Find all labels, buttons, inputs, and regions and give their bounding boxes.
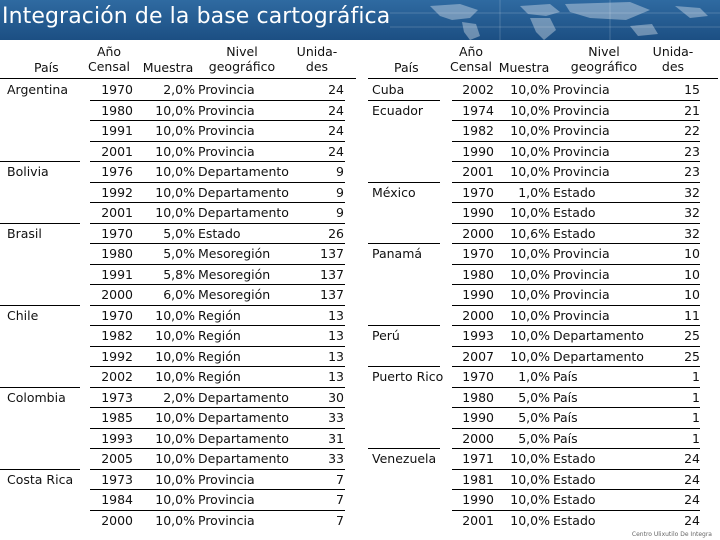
table-row (368, 347, 718, 368)
table-row (0, 388, 356, 409)
cell-nivel: Estado (553, 512, 596, 528)
cell-country: Puerto Rico (372, 369, 444, 384)
header-unidades: Unida- des (652, 44, 694, 74)
cell-unidades: 32 (684, 184, 700, 200)
cell-year: 1973 (101, 389, 133, 405)
cell-nivel: Estado (198, 225, 241, 241)
cell-unidades: 13 (328, 369, 344, 384)
cell-year: 2000 (101, 512, 133, 528)
cell-unidades: 24 (684, 492, 700, 507)
cell-muestra: 5,8% (163, 266, 195, 282)
cell-country: Colombia (7, 389, 66, 405)
cell-nivel: Provincia (553, 102, 610, 118)
left-table-header (0, 40, 356, 78)
cell-year: 1980 (462, 266, 494, 282)
cell-year: 2000 (101, 287, 133, 302)
cell-muestra: 10,0% (510, 143, 550, 159)
cell-nivel: Departamento (553, 348, 644, 364)
cell-muestra: 10,0% (155, 348, 195, 364)
right-table (368, 40, 718, 528)
cell-unidades: 23 (684, 143, 700, 159)
table-row (368, 285, 718, 306)
table-row (0, 80, 356, 101)
cell-unidades: 21 (684, 102, 700, 118)
cell-nivel: País (553, 430, 578, 446)
table-row (0, 470, 356, 491)
cell-unidades: 7 (336, 471, 344, 487)
cell-nivel: Provincia (553, 287, 610, 302)
cell-year: 1974 (462, 102, 494, 118)
table-row (368, 162, 718, 183)
cell-unidades: 24 (328, 102, 344, 118)
cell-muestra: 10,0% (155, 369, 195, 384)
cell-muestra: 10,0% (510, 307, 550, 323)
footer-logo: Centro Ulixutilo De Integra (631, 531, 712, 538)
cell-nivel: Estado (553, 225, 596, 241)
cell-unidades: 24 (328, 143, 344, 159)
cell-muestra: 10,0% (510, 451, 550, 466)
cell-year: 1970 (101, 307, 133, 323)
cell-year: 1982 (462, 123, 494, 138)
cell-year: 1991 (101, 266, 133, 282)
table-row (0, 347, 356, 368)
header-nivel-geografico: Nivel geográfico (570, 44, 638, 74)
cell-year: 1990 (462, 205, 494, 220)
table-row (368, 121, 718, 142)
cell-year: 1992 (101, 348, 133, 364)
cell-muestra: 10,0% (155, 492, 195, 507)
cell-country: México (372, 184, 416, 200)
cell-unidades: 26 (328, 225, 344, 241)
cell-year: 1985 (101, 410, 133, 425)
cell-unidades: 1 (692, 389, 700, 405)
cell-muestra: 10,0% (510, 82, 550, 97)
cell-year: 1984 (101, 492, 133, 507)
table-row (0, 511, 356, 532)
table-row (0, 224, 356, 245)
header-muestra: Muestra (498, 60, 550, 75)
cell-nivel: Provincia (553, 143, 610, 159)
cell-unidades: 32 (684, 225, 700, 241)
cell-muestra: 10,0% (155, 164, 195, 179)
cell-unidades: 32 (684, 205, 700, 220)
table-row (368, 429, 718, 450)
table-row (368, 388, 718, 409)
header-divider (368, 78, 718, 79)
cell-year: 1981 (462, 471, 494, 487)
table-row (0, 142, 356, 163)
cell-year: 2001 (101, 143, 133, 159)
table-row (0, 183, 356, 204)
cell-nivel: Mesoregión (198, 266, 271, 282)
cell-muestra: 10,6% (510, 225, 550, 241)
cell-year: 2005 (101, 451, 133, 466)
cell-unidades: 10 (684, 287, 700, 302)
cell-year: 1970 (462, 184, 494, 200)
table-row (0, 244, 356, 265)
header-unidades: Unida- des (296, 44, 338, 74)
cell-muestra: 10,0% (510, 471, 550, 487)
cell-nivel: Provincia (553, 164, 610, 179)
cell-unidades: 1 (692, 369, 700, 384)
table-row (368, 142, 718, 163)
cell-year: 2000 (462, 307, 494, 323)
cell-unidades: 23 (684, 164, 700, 179)
cell-muestra: 10,0% (155, 471, 195, 487)
cell-unidades: 30 (328, 389, 344, 405)
header-divider (0, 78, 356, 79)
table-row (368, 306, 718, 327)
cell-year: 2000 (462, 225, 494, 241)
cell-nivel: País (553, 410, 578, 425)
cell-unidades: 1 (692, 430, 700, 446)
cell-muestra: 10,0% (155, 451, 195, 466)
cell-nivel: Estado (553, 205, 596, 220)
cell-unidades: 11 (684, 307, 700, 323)
cell-unidades: 25 (684, 348, 700, 364)
cell-nivel: Provincia (198, 143, 255, 159)
cell-country: Cuba (372, 82, 405, 97)
table-row (368, 408, 718, 429)
table-row (368, 449, 718, 470)
cell-muestra: 5,0% (518, 430, 550, 446)
cell-year: 2001 (101, 205, 133, 220)
cell-year: 1990 (462, 287, 494, 302)
cell-year: 1990 (462, 410, 494, 425)
cell-nivel: Región (198, 348, 241, 364)
cell-country: Argentina (7, 82, 68, 97)
cell-muestra: 10,0% (155, 307, 195, 323)
cell-muestra: 10,0% (155, 102, 195, 118)
cell-muestra: 1,0% (518, 184, 550, 200)
cell-nivel: Departamento (198, 451, 289, 466)
cell-year: 1990 (462, 492, 494, 507)
table-row (368, 511, 718, 532)
cell-muestra: 5,0% (163, 246, 195, 261)
table-row (0, 326, 356, 347)
cell-muestra: 10,0% (155, 512, 195, 528)
cell-nivel: Provincia (553, 123, 610, 138)
cell-unidades: 137 (320, 266, 344, 282)
cell-unidades: 24 (328, 123, 344, 138)
cell-year: 1992 (101, 184, 133, 200)
cell-nivel: Provincia (198, 82, 255, 97)
cell-nivel: Provincia (198, 492, 255, 507)
cell-year: 1973 (101, 471, 133, 487)
cell-nivel: Departamento (198, 410, 289, 425)
table-row (0, 162, 356, 183)
cell-year: 1970 (462, 369, 494, 384)
cell-muestra: 10,0% (510, 164, 550, 179)
cell-muestra: 6,0% (163, 287, 195, 302)
cell-year: 2000 (462, 430, 494, 446)
cell-country: Bolivia (7, 164, 49, 179)
table-row (0, 367, 356, 388)
cell-country: Ecuador (372, 102, 424, 118)
table-row (368, 183, 718, 204)
cell-nivel: Estado (553, 471, 596, 487)
cell-nivel: Región (198, 369, 241, 384)
table-row (0, 101, 356, 122)
table-row (0, 408, 356, 429)
header-nivel-geografico: Nivel geográfico (208, 44, 276, 74)
cell-nivel: Provincia (553, 266, 610, 282)
header-anio-censal: Año Censal (88, 44, 130, 74)
table-row (0, 121, 356, 142)
table-row (0, 306, 356, 327)
cell-unidades: 9 (336, 205, 344, 220)
cell-nivel: Departamento (198, 205, 289, 220)
cell-unidades: 22 (684, 123, 700, 138)
cell-nivel: Provincia (553, 82, 610, 97)
world-map-icon (390, 0, 720, 40)
cell-muestra: 10,0% (155, 430, 195, 446)
cell-muestra: 10,0% (155, 143, 195, 159)
cell-unidades: 10 (684, 246, 700, 261)
cell-nivel: Provincia (553, 246, 610, 261)
cell-nivel: Departamento (553, 328, 644, 343)
table-row (368, 490, 718, 511)
cell-muestra: 5,0% (518, 410, 550, 425)
table-row (368, 470, 718, 491)
table-row (0, 265, 356, 286)
cell-year: 1976 (101, 164, 133, 179)
table-row (0, 429, 356, 450)
table-row (368, 265, 718, 286)
table-row (368, 326, 718, 347)
cell-unidades: 15 (684, 82, 700, 97)
cell-nivel: Estado (553, 451, 596, 466)
cell-muestra: 10,0% (510, 492, 550, 507)
cell-muestra: 1,0% (518, 369, 550, 384)
cell-muestra: 10,0% (510, 266, 550, 282)
table-row (368, 80, 718, 101)
cell-muestra: 10,0% (155, 123, 195, 138)
cell-nivel: Provincia (198, 123, 255, 138)
page-title: Integración de la base cartográfica (2, 4, 391, 29)
table-row (368, 203, 718, 224)
title-bar (0, 0, 720, 40)
cell-country: Panamá (372, 246, 423, 261)
cell-year: 1982 (101, 328, 133, 343)
left-table (0, 40, 356, 528)
header-muestra: Muestra (142, 60, 194, 75)
table-row (368, 367, 718, 388)
cell-year: 1980 (462, 389, 494, 405)
cell-unidades: 7 (336, 512, 344, 528)
cell-unidades: 13 (328, 328, 344, 343)
cell-muestra: 10,0% (510, 328, 550, 343)
cell-unidades: 24 (684, 471, 700, 487)
cell-nivel: Mesoregión (198, 287, 271, 302)
cell-muestra: 10,0% (510, 287, 550, 302)
cell-nivel: Departamento (198, 184, 289, 200)
cell-country: Chile (7, 307, 39, 323)
cell-nivel: Provincia (198, 512, 255, 528)
table-row (0, 449, 356, 470)
cell-year: 1991 (101, 123, 133, 138)
header-pais: País (394, 60, 419, 75)
table-row (0, 285, 356, 306)
cell-unidades: 13 (328, 348, 344, 364)
cell-year: 1980 (101, 102, 133, 118)
cell-year: 2001 (462, 512, 494, 528)
cell-unidades: 33 (328, 451, 344, 466)
cell-muestra: 5,0% (163, 225, 195, 241)
cell-nivel: Región (198, 328, 241, 343)
cell-unidades: 9 (336, 184, 344, 200)
table-row (0, 490, 356, 511)
cell-unidades: 137 (320, 287, 344, 302)
cell-unidades: 137 (320, 246, 344, 261)
cell-nivel: Provincia (553, 307, 610, 323)
cell-muestra: 10,0% (510, 348, 550, 364)
cell-nivel: Departamento (198, 164, 289, 179)
cell-year: 2002 (101, 369, 133, 384)
cell-muestra: 10,0% (155, 205, 195, 220)
cell-year: 2002 (462, 82, 494, 97)
cell-muestra: 10,0% (510, 512, 550, 528)
cell-muestra: 10,0% (155, 410, 195, 425)
cell-country: Brasil (7, 225, 42, 241)
cell-nivel: País (553, 389, 578, 405)
cell-muestra: 10,0% (510, 102, 550, 118)
cell-nivel: Provincia (198, 471, 255, 487)
cell-nivel: País (553, 369, 578, 384)
right-table-header (368, 40, 718, 78)
cell-muestra: 10,0% (510, 123, 550, 138)
cell-nivel: Estado (553, 492, 596, 507)
header-anio-censal: Año Censal (450, 44, 492, 74)
cell-unidades: 24 (684, 451, 700, 466)
cell-muestra: 10,0% (155, 184, 195, 200)
table-row (0, 203, 356, 224)
cell-unidades: 33 (328, 410, 344, 425)
cell-year: 1971 (462, 451, 494, 466)
cell-nivel: Provincia (198, 102, 255, 118)
cell-year: 1970 (101, 82, 133, 97)
cell-unidades: 24 (328, 82, 344, 97)
cell-muestra: 10,0% (510, 205, 550, 220)
cell-year: 1970 (101, 225, 133, 241)
cell-year: 1993 (101, 430, 133, 446)
cell-nivel: Mesoregión (198, 246, 271, 261)
cell-nivel: Departamento (198, 430, 289, 446)
cell-unidades: 9 (336, 164, 344, 179)
cell-year: 2001 (462, 164, 494, 179)
cell-year: 1970 (462, 246, 494, 261)
cell-muestra: 10,0% (510, 246, 550, 261)
cell-unidades: 7 (336, 492, 344, 507)
cell-unidades: 1 (692, 410, 700, 425)
header-pais: País (34, 60, 59, 75)
table-row (368, 224, 718, 245)
table-row (368, 101, 718, 122)
cell-year: 1980 (101, 246, 133, 261)
cell-year: 2007 (462, 348, 494, 364)
cell-unidades: 24 (684, 512, 700, 528)
cell-nivel: Región (198, 307, 241, 323)
cell-year: 1990 (462, 143, 494, 159)
cell-muestra: 5,0% (518, 389, 550, 405)
cell-muestra: 10,0% (155, 328, 195, 343)
cell-nivel: Estado (553, 184, 596, 200)
cell-unidades: 31 (328, 430, 344, 446)
cell-country: Perú (372, 328, 400, 343)
cell-unidades: 25 (684, 328, 700, 343)
table-row (368, 244, 718, 265)
cell-country: Venezuela (372, 451, 437, 466)
cell-year: 1993 (462, 328, 494, 343)
cell-unidades: 10 (684, 266, 700, 282)
cell-muestra: 2,0% (163, 82, 195, 97)
cell-nivel: Departamento (198, 389, 289, 405)
cell-country: Costa Rica (7, 471, 74, 487)
cell-unidades: 13 (328, 307, 344, 323)
cell-muestra: 2,0% (163, 389, 195, 405)
